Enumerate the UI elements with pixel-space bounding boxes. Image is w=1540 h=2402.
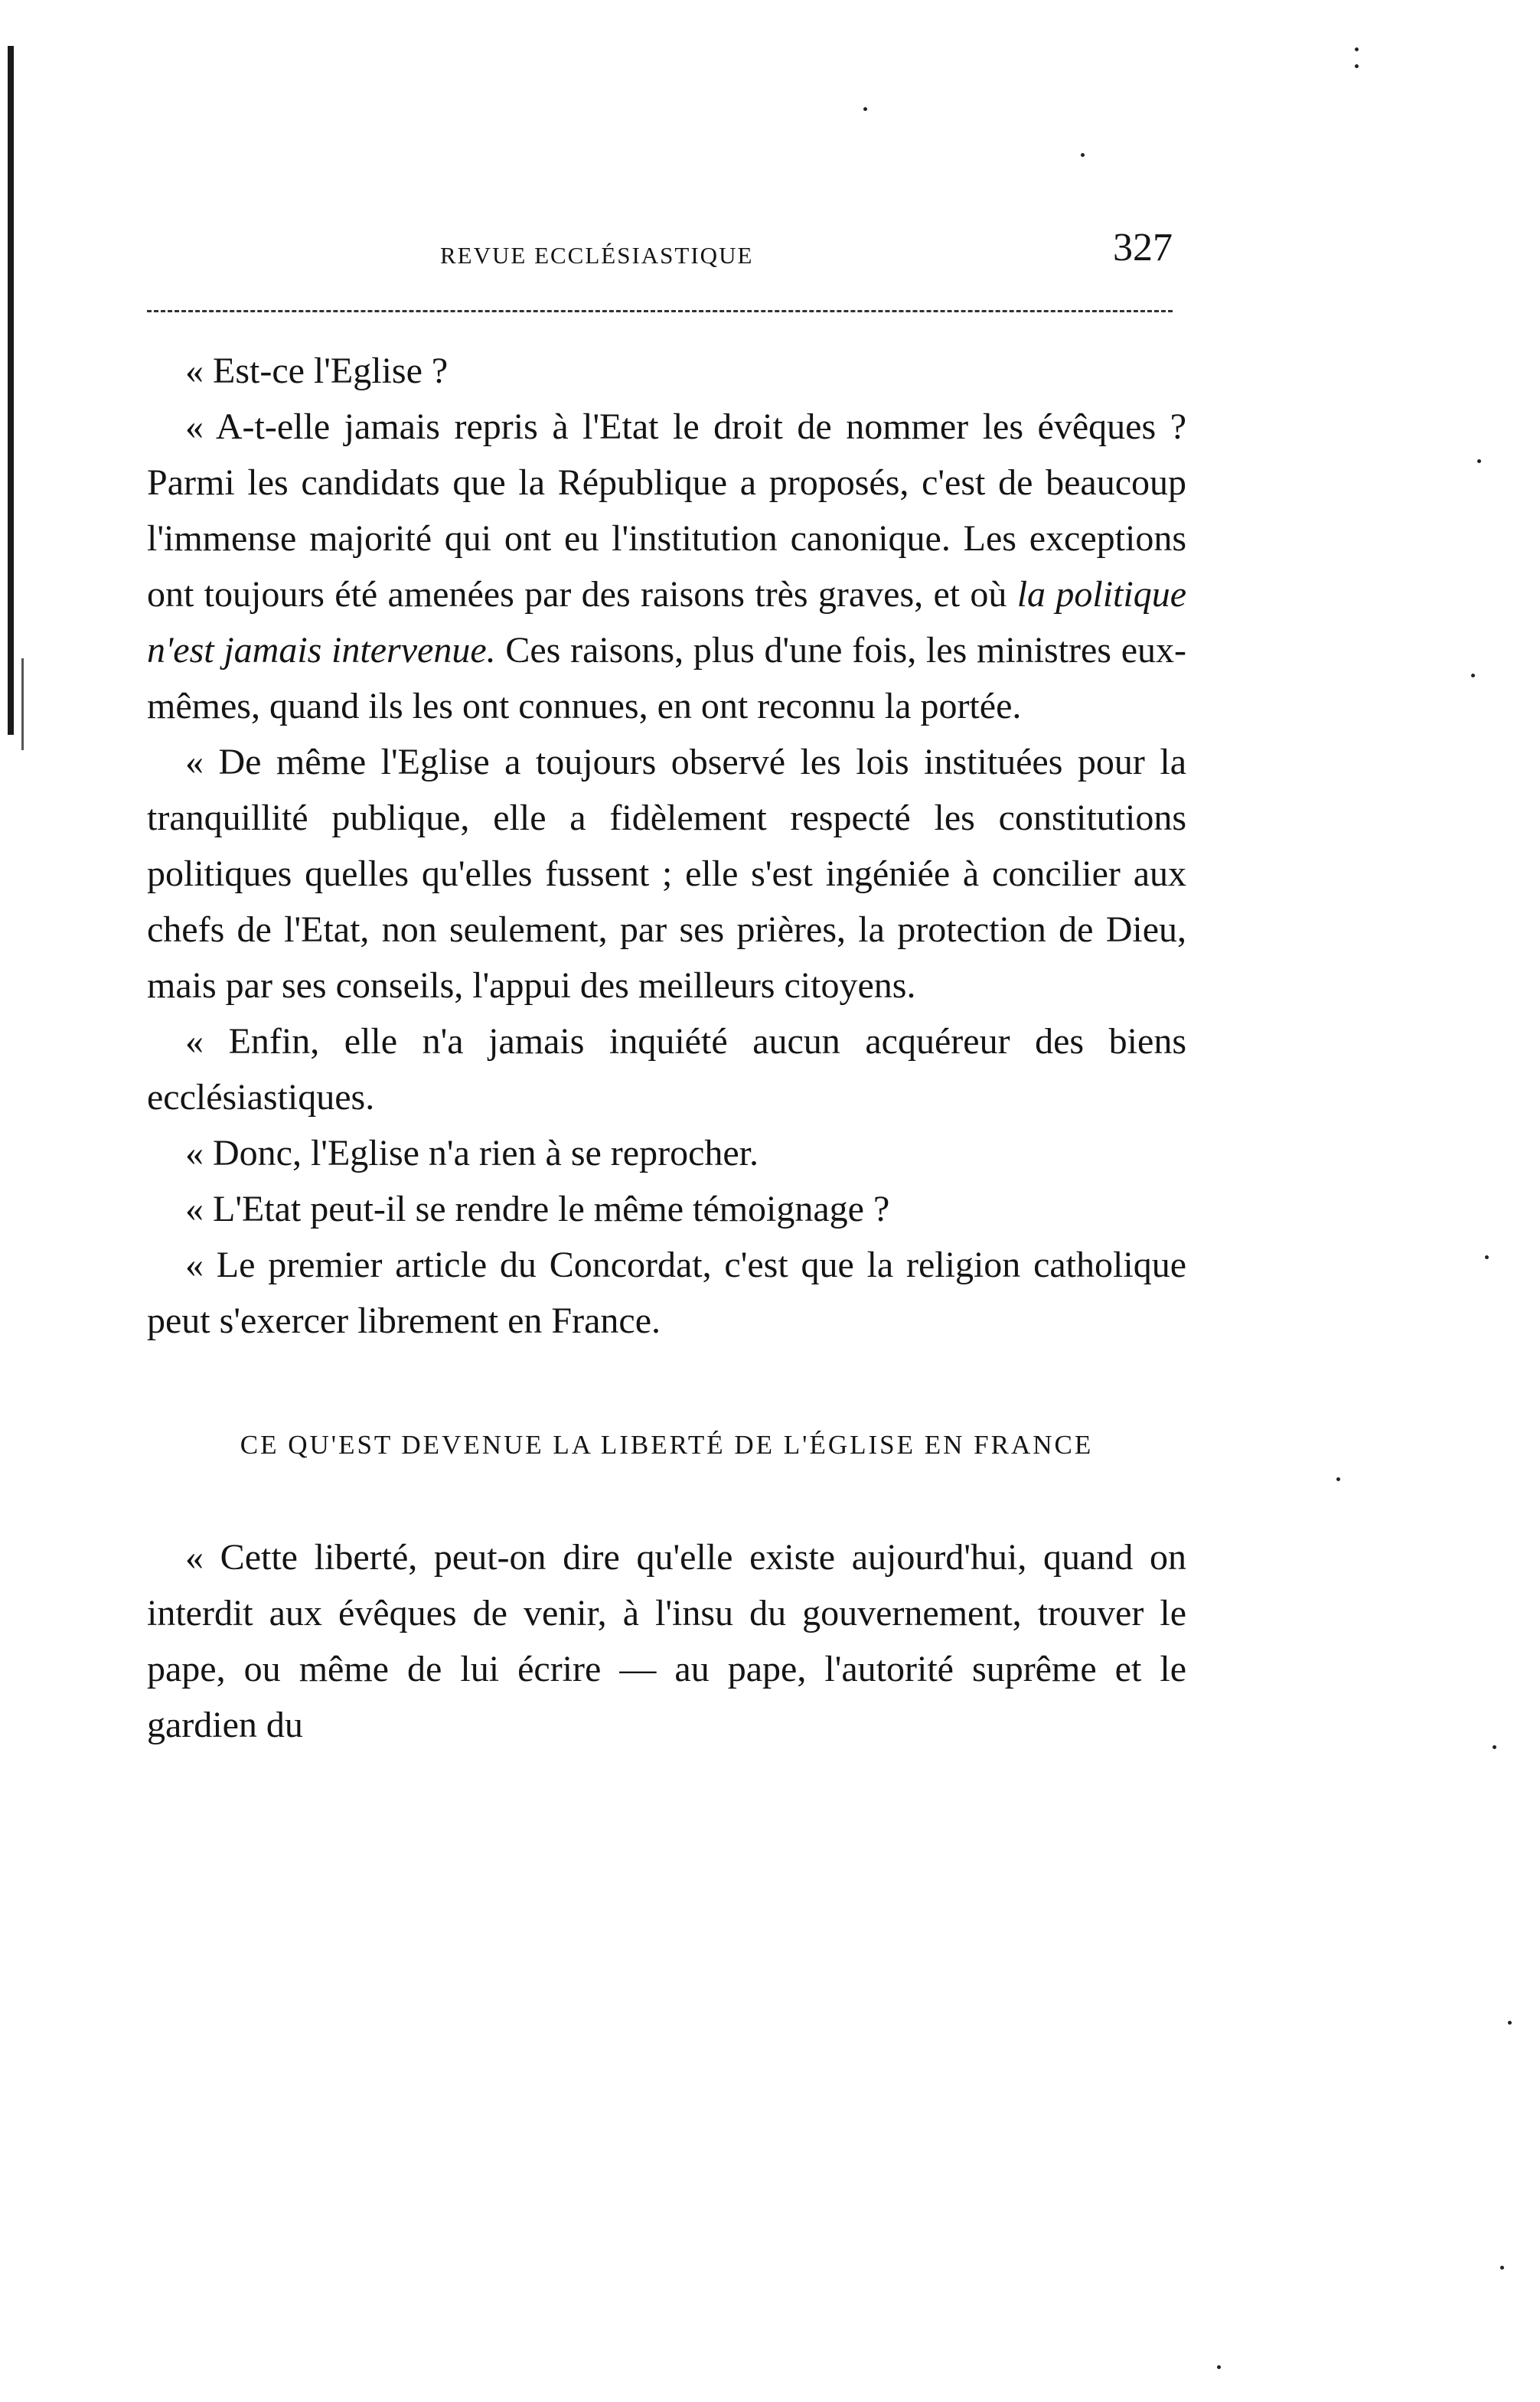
margin-speck (1217, 2365, 1221, 2369)
margin-speck (1485, 1255, 1489, 1259)
paragraph: « Donc, l'Eglise n'a rien à se reprocher. (185, 1133, 759, 1173)
binding-edge-mark (21, 658, 24, 750)
header-rule (147, 310, 1173, 312)
paragraph: « Est-ce l'Eglise ? (185, 351, 449, 391)
page-number: 327 (1113, 226, 1173, 269)
margin-speck (1355, 64, 1359, 68)
paragraph: « Enfin, elle n'a jamais inquiété aucun acquéreur des biens ecclésiastiques. (147, 1021, 1186, 1118)
margin-speck (1336, 1477, 1340, 1481)
margin-speck (1508, 2021, 1512, 2025)
body-text (147, 343, 1186, 1753)
binding-edge (8, 46, 14, 735)
paragraph-text: Ces raisons, plus d'une fois, les ministres eux-mêmes, quand ils les ont connues, en ont reconnu la portée. (147, 630, 1186, 726)
paragraph (147, 399, 1186, 734)
paragraph: « Le premier article du Concordat, c'est que la religion catholique peut s'exercer librement en France. (147, 1245, 1186, 1341)
margin-speck (1081, 153, 1085, 157)
paragraph: « De même l'Eglise a toujours observé les lois instituées pour la tranquillité publique, elle a fidèlement respecté les constitutions politiques quelles qu'elles fussent ; elle s'est ingéniée à concilier aux chefs de l'Etat, non seulement, par ses prières, la protection de Dieu, mais par ses conseils, l'appui des meilleurs citoyens. (147, 742, 1186, 1006)
margin-speck (1471, 674, 1475, 677)
margin-speck (1355, 47, 1359, 51)
running-title: REVUE ECCLÉSIASTIQUE (440, 242, 754, 269)
section-heading: CE QU'EST DEVENUE LA LIBERTÉ DE L'ÉGLISE EN FRANCE (240, 1430, 1094, 1460)
margin-speck (1500, 2266, 1504, 2270)
margin-speck (1477, 459, 1481, 463)
italic-phrase: la politique n'est jamais intervenue. (147, 574, 1187, 671)
paragraph: « L'Etat peut-il se rendre le même témoignage ? (185, 1189, 890, 1229)
paragraph-text: « A-t-elle jamais repris à l'Etat le droit de nommer les évêques ? Parmi les candidats que la République a proposés, c'est de beaucoup l'immense majorité qui ont eu l'institution canonique. Les exceptions ont toujours été amenées par des raisons très graves, et où (147, 406, 1186, 615)
margin-speck (863, 107, 867, 111)
paragraph: « Cette liberté, peut-on dire qu'elle existe aujourd'hui, quand on interdit aux évêques de venir, à l'insu du gouvernement, trouver le pape, ou même de lui écrire — au pape, l'autorité suprême et le gardien du (147, 1537, 1186, 1745)
page-header (147, 222, 1173, 291)
margin-speck (1493, 1745, 1496, 1749)
